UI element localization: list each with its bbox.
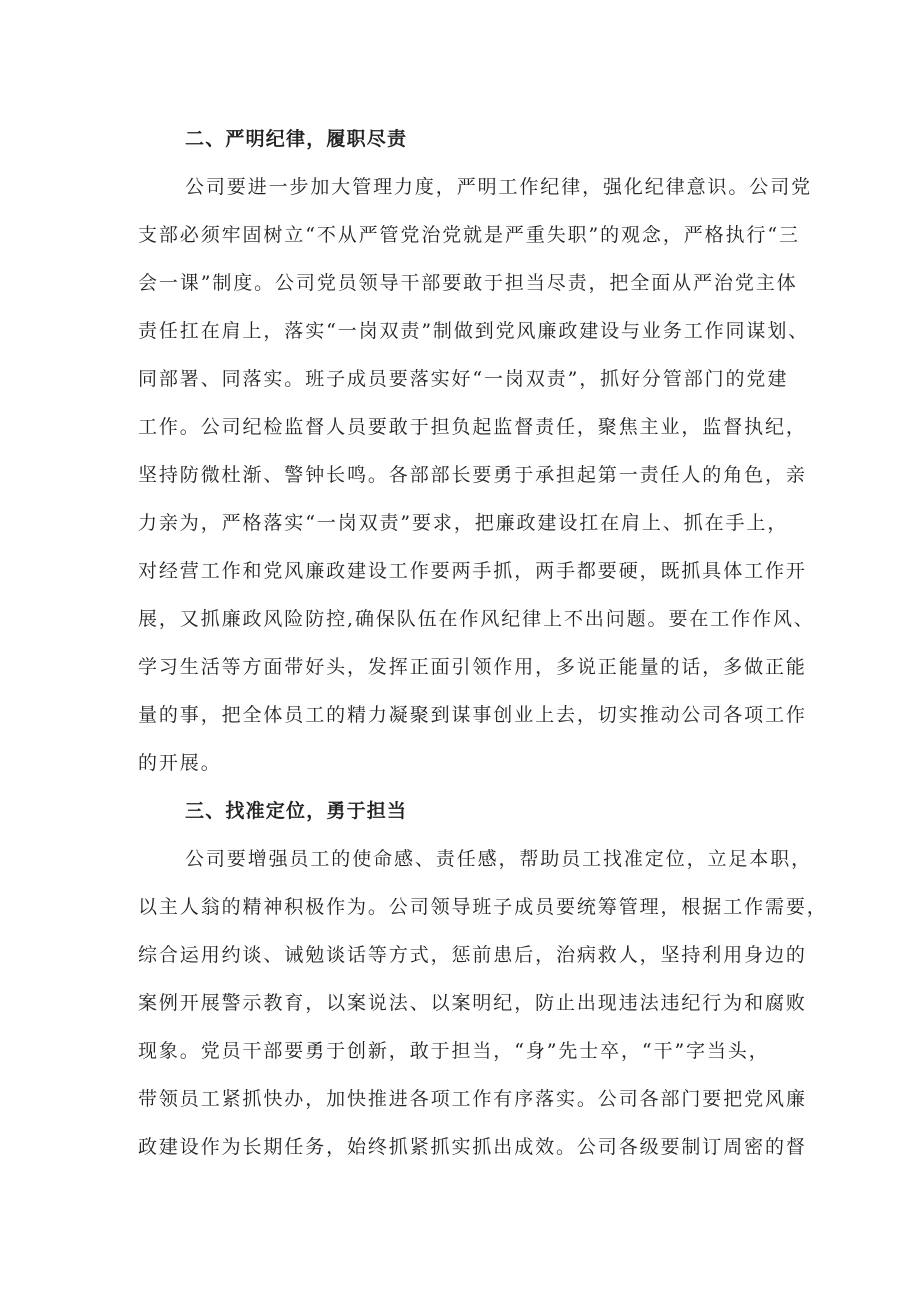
paragraph-line: 坚持防微杜渐、警钟长鸣。各部部长要勇于承担起第一责任人的角色，亲: [138, 464, 807, 486]
paragraph-line: 量的事，把全体员工的精力凝聚到谋事创业上去，切实推动公司各项工作: [138, 704, 807, 726]
paragraph-line: 以主人翁的精神积极作为。公司领导班子成员要统筹管理，根据工作需要，: [138, 896, 828, 918]
paragraph-line: 现象。党员干部要勇于创新，敢于担当，“身”先士卒，“干”字当头，: [138, 1040, 770, 1062]
paragraph-line: 力亲为，严格落实“一岗双责”要求，把廉政建设扛在肩上、抓在手上，: [138, 512, 789, 534]
paragraph-line: 责任扛在肩上，落实“一岗双责”制做到党风廉政建设与业务工作同谋划、: [138, 320, 810, 342]
paragraph-line: 会一课”制度。公司党员领导干部要敢于担当尽责，把全面从严治党主体: [138, 272, 798, 294]
paragraph-line: 展，又抓廉政风险防控,确保队伍在作风纪律上不出问题。要在工作作风、: [138, 608, 815, 630]
paragraph-line: 的开展。: [138, 752, 222, 774]
paragraph-line: 公司要进一步加大管理力度，严明工作纪律，强化纪律意识。公司党: [185, 176, 813, 198]
paragraph-line: 案例开展警示教育，以案说法、以案明纪，防止出现违法违纪行为和腐败: [138, 992, 807, 1014]
paragraph-line: 学习生活等方面带好头，发挥正面引领作用，多说正能量的话，多做正能: [138, 656, 807, 678]
paragraph-line: 同部署、同落实。班子成员要落实好“一岗双责”，抓好分管部门的党建: [138, 368, 789, 390]
paragraph-line: 综合运用约谈、诫勉谈话等方式，惩前患后，治病救人，坚持利用身边的: [138, 944, 807, 966]
paragraph-line: 对经营工作和党风廉政建设工作要两手抓，两手都要硬，既抓具体工作开: [138, 560, 807, 582]
paragraph-line: 工作。公司纪检监督人员要敢于担负起监督责任，聚焦主业，监督执纪，: [138, 416, 807, 438]
paragraph-line: 公司要增强员工的使命感、责任感，帮助员工找准定位，立足本职，: [185, 848, 813, 870]
section-heading-2: 二、严明纪律，履职尽责: [185, 128, 408, 150]
paragraph-line: 支部必须牢固树立“不从严管党治党就是严重失职”的观念，严格执行“三: [138, 224, 800, 246]
paragraph-line: 政建设作为长期任务，始终抓紧抓实抓出成效。公司各级要制订周密的督: [138, 1136, 807, 1158]
section-heading-3: 三、找准定位，勇于担当: [185, 800, 408, 822]
paragraph-line: 带领员工紧抓快办，加快推进各项工作有序落实。公司各部门要把党风廉: [138, 1088, 807, 1110]
